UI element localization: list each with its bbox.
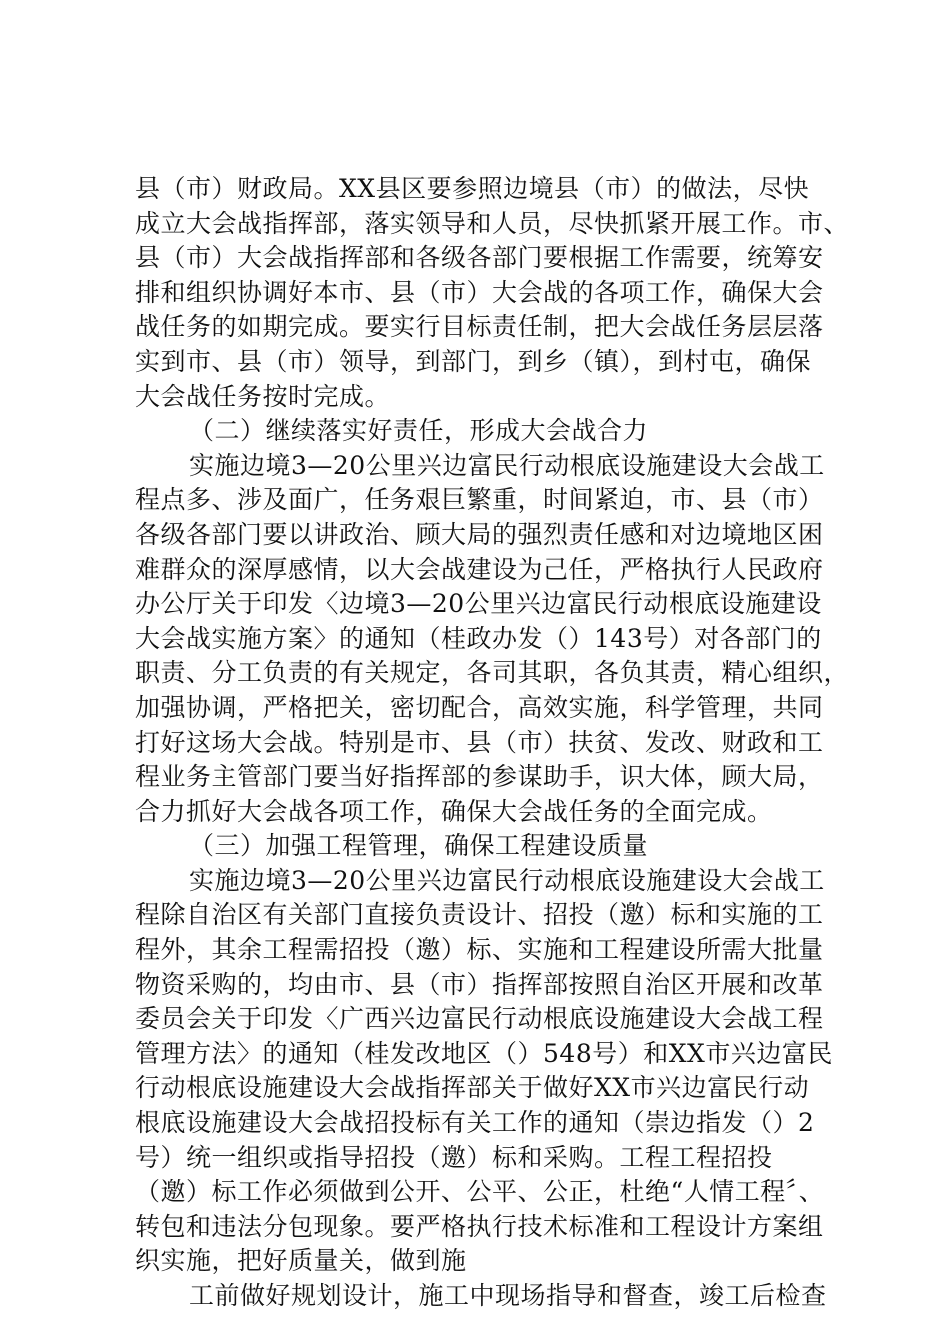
text-line: 物资采购的，均由市、县（市）指挥部按照自治区开展和改革 bbox=[135, 969, 824, 999]
text-line: 管理方法〉的通知（桂发改地区（）548号）和XX市兴边富民 bbox=[135, 1038, 833, 1068]
text-line: 加强协调，严格把关，密切配合，高效实施，科学管理，共同 bbox=[135, 692, 824, 722]
text-line: 程除自治区有关部门直接负责设计、招投（邀）标和实施的工 bbox=[135, 900, 824, 930]
text-line: 实施边境3—20公里兴边富民行动根底设施建设大会战工 bbox=[189, 450, 825, 480]
text-line: 排和组织协调好本市、县（市）大会战的各项工作，确保大会 bbox=[135, 277, 824, 307]
text-line: 工前做好规划设计，施工中现场指导和督查，竣工后检查 bbox=[189, 1281, 827, 1310]
text-line: （邀）标工作必须做到公开、公平、公正，杜绝“人情工程〞、 bbox=[135, 1177, 825, 1207]
text-line: 实到市、县（市）领导，到部门，到乡（镇），到村屯，确保 bbox=[135, 346, 812, 376]
text-line: 成立大会战指挥部，落实领导和人员，尽快抓紧开展工作。市、 bbox=[135, 208, 850, 238]
section-heading: （二）继续落实好责任，形成大会战合力 bbox=[189, 416, 649, 446]
text-line: 合力抓好大会战各项工作，确保大会战任务的全面完成。 bbox=[135, 796, 773, 826]
text-line: 办公厅关于印发〈边境3—20公里兴边富民行动根底设施建设 bbox=[135, 589, 822, 619]
text-line: 织实施，把好质量关，做到施 bbox=[135, 1246, 467, 1276]
text-line: 打好这场大会战。特别是市、县（市）扶贫、发改、财政和工 bbox=[135, 727, 824, 757]
text-line: 委员会关于印发〈广西兴边富民行动根底设施建设大会战工程 bbox=[135, 1004, 824, 1034]
body-text bbox=[135, 172, 850, 1314]
text-line: 难群众的深厚感情，以大会战建设为己任，严格执行人民政府 bbox=[135, 554, 824, 584]
text-line: 行动根底设施建设大会战指挥部关于做好XX市兴边富民行动 bbox=[135, 1073, 810, 1103]
text-line: 大会战实施方案〉的通知（桂政办发（）143号）对各部门的 bbox=[135, 623, 822, 653]
text-line: 号）统一组织或指导招投（邀）标和采购。工程工程招投 bbox=[135, 1142, 773, 1172]
text-line: 各级各部门要以讲政治、顾大局的强烈责任感和对边境地区困 bbox=[135, 519, 824, 549]
text-line: 程点多、涉及面广，任务艰巨繁重，时间紧迫，市、县（市） bbox=[135, 485, 824, 515]
section-heading: （三）加强工程管理，确保工程建设质量 bbox=[189, 831, 649, 861]
text-line: 职责、分工负责的有关规定，各司其职，各负其责，精心组织， bbox=[135, 658, 850, 688]
text-line: 战任务的如期完成。要实行目标责任制，把大会战任务层层落 bbox=[135, 312, 824, 342]
text-line: 大会战任务按时完成。 bbox=[135, 381, 391, 411]
text-line: 程业务主管部门要当好指挥部的参谋助手，识大体，顾大局， bbox=[135, 762, 824, 792]
text-line: 实施边境3—20公里兴边富民行动根底设施建设大会战工 bbox=[189, 865, 825, 895]
text-line: 程外，其余工程需招投（邀）标、实施和工程建设所需大批量 bbox=[135, 935, 824, 965]
text-line: 转包和违法分包现象。要严格执行技术标准和工程设计方案组 bbox=[135, 1211, 824, 1241]
text-line: 县（市）大会战指挥部和各级各部门要根据工作需要，统筹安 bbox=[135, 243, 824, 273]
text-line: 县（市）财政局。XX县区要参照边境县（市）的做法，尽快 bbox=[135, 174, 810, 203]
text-line: 根底设施建设大会战招投标有关工作的通知（崇边指发（）2 bbox=[135, 1108, 815, 1138]
